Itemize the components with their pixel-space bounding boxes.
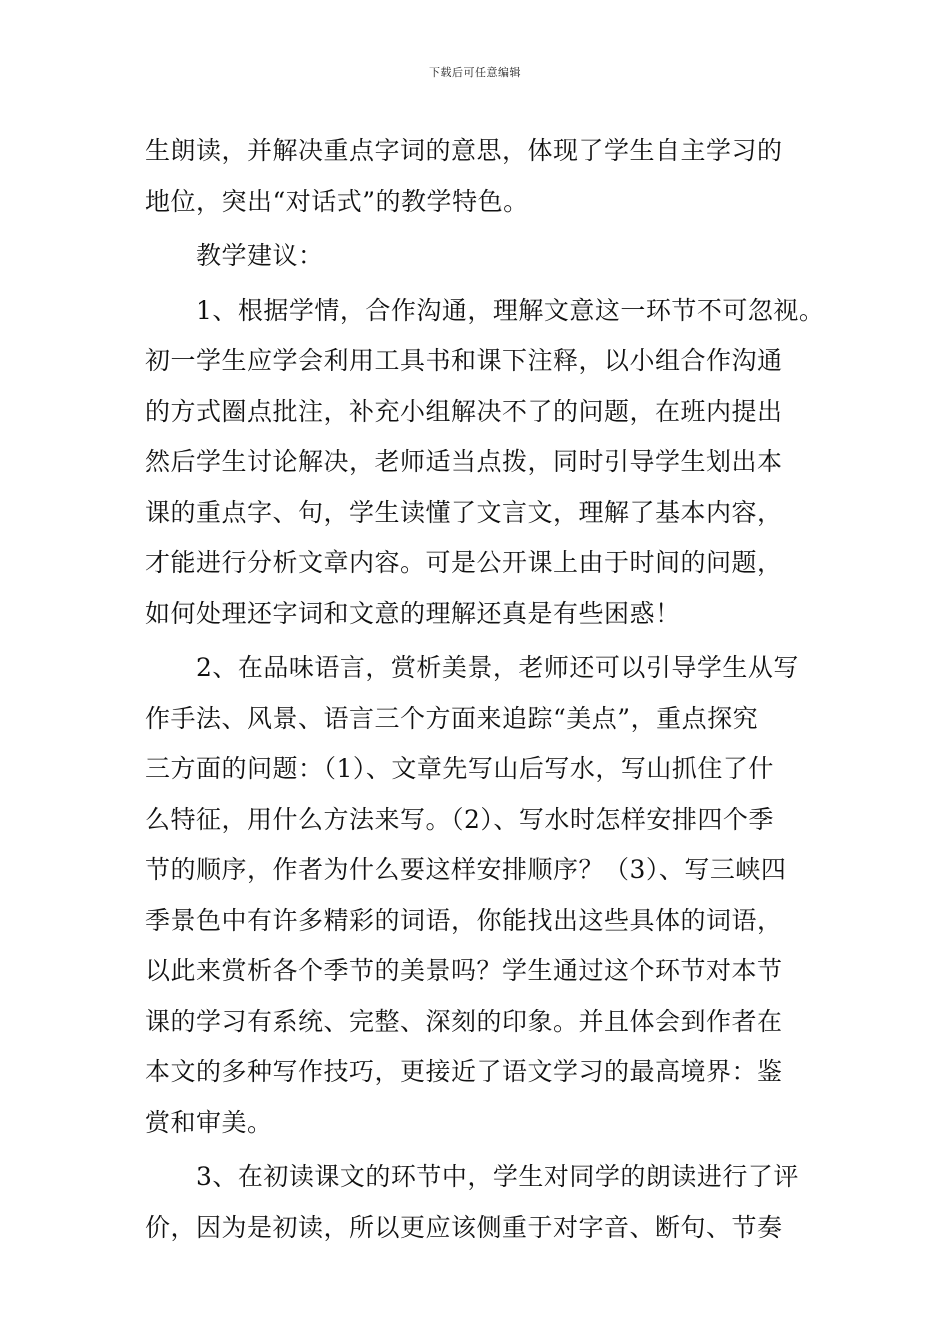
paragraph-3 [145, 286, 825, 640]
page-header: 下载后可任意编辑 [429, 66, 521, 79]
text-line: 三方面的问题：（1）、文章先写山后写水，写山抓住了什 [145, 754, 774, 783]
text-line: 赏和审美。 [145, 1107, 273, 1137]
text-line: 的方式圈点批注，补充小组解决不了的问题，在班内提出 [145, 396, 783, 426]
text-line: 才能进行分析文章内容。可是公开课上由于时间的问题， [145, 548, 783, 577]
paragraph-5 [145, 1152, 825, 1253]
text-line: 课的重点字、句，学生读懂了文言文，理解了基本内容， [145, 497, 783, 527]
paragraph-4 [145, 643, 825, 1148]
text-line: 生朗读，并解决重点字词的意思，体现了学生自主学习的 [145, 136, 783, 165]
text-line: 作手法、风景、语言三个方面来追踪“美点”，重点探究 [145, 703, 759, 733]
text-line: 3、在初读课文的环节中，学生对同学的朗读进行了评 [145, 1162, 799, 1191]
text-line: 节的顺序，作者为什么要这样安排顺序？（3）、写三峡四 [145, 855, 787, 884]
text-line: 季景色中有许多精彩的词语，你能找出这些具体的词语， [145, 905, 783, 935]
text-line: 然后学生讨论解决，老师适当点拨，同时引导学生划出本 [145, 447, 783, 476]
text-line: 如何处理还字词和文意的理解还真是有些困惑！ [145, 598, 681, 628]
text-line: 2、在品味语言，赏析美景，老师还可以引导学生从写 [145, 653, 799, 682]
section-heading: 教学建议： [145, 241, 324, 270]
text-line: 价，因为是初读，所以更应该侧重于对字音、断句、节奏 [145, 1212, 783, 1242]
text-line: 初一学生应学会利用工具书和课下注释，以小组合作沟通 [145, 346, 783, 375]
text-line: 课的学习有系统、完整、深刻的印象。并且体会到作者在 [145, 1006, 783, 1036]
text-line: 以此来赏析各个季节的美景吗？学生通过这个环节对本节 [145, 956, 783, 985]
paragraph-2 [145, 231, 825, 282]
text-line: 1、根据学情，合作沟通，理解文意这一环节不可忽视。 [145, 295, 825, 325]
paragraph-1 [145, 126, 825, 227]
text-line: 么特征，用什么方法来写。（2）、写水时怎样安排四个季 [145, 804, 774, 834]
text-line: 本文的多种写作技巧，更接近了语文学习的最高境界：鉴 [145, 1057, 783, 1086]
text-line: 地位，突出“对话式”的教学特色。 [145, 186, 529, 216]
document-body [145, 126, 825, 1253]
